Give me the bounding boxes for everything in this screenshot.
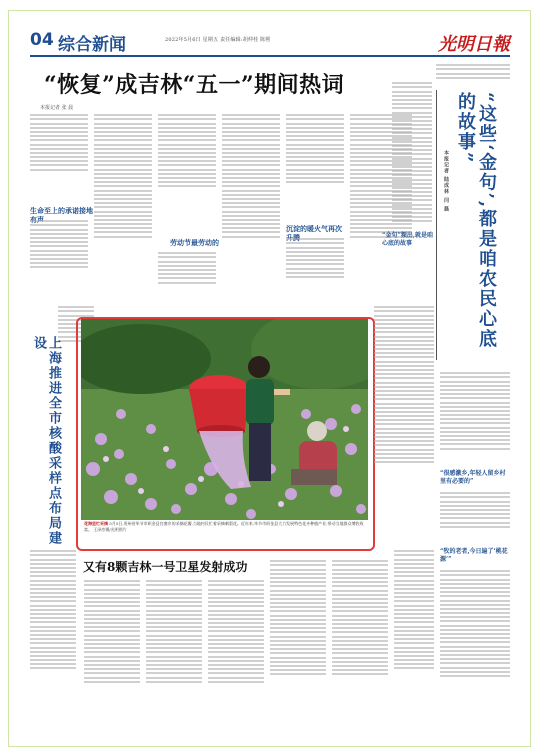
- main-body-col-3: [158, 112, 216, 230]
- right-subhead-1: “金句”频出,就是咱心底的故事: [382, 232, 433, 247]
- right-of-photo-body: [374, 304, 434, 544]
- main-body-col-5b: [286, 236, 344, 302]
- newspaper-logo: 光明日報: [438, 34, 510, 55]
- edition-meta: 2022年5月6日 星期五 责任编辑:胡仲桂 陈熙: [165, 37, 271, 43]
- bottom-body-col-5: [332, 558, 388, 736]
- main-byline: 本报记者 张 晨: [40, 105, 74, 111]
- bottom-body-col-2: [146, 578, 202, 736]
- right-body-1: [392, 80, 432, 296]
- main-body-col-1: [30, 112, 88, 204]
- bottom-body-col-3: [208, 578, 264, 736]
- right-subhead-3: “牧的老者,今日遍了‘桃花源’”: [440, 548, 508, 563]
- bottom-headline: 又有8颗吉林一号卫星发射成功: [83, 560, 248, 574]
- main-body-col-1b: [30, 218, 88, 298]
- main-body-col-3b: [158, 250, 216, 302]
- right-title-rule: [436, 90, 437, 360]
- bottom-body-col-1: [84, 578, 140, 736]
- right-body-5: [394, 548, 434, 736]
- right-story-author: 本报记者 陆成林 闫 磊: [443, 150, 449, 213]
- right-body-3: [440, 490, 510, 550]
- main-body-col-2: [94, 112, 152, 302]
- bottom-body-col-4: [270, 558, 326, 736]
- right-top-body: [436, 62, 510, 86]
- masthead-rule: [30, 55, 510, 57]
- flower-picking-image: [81, 319, 368, 520]
- right-subhead-2: “很感激乡,年轻人留乡村里有必要的”: [440, 470, 506, 485]
- edition-number: 04: [30, 30, 54, 50]
- left-story-title: 上海推进全市核酸采样点布局建设: [31, 336, 61, 546]
- main-subhead-3: 沉淀的暖火气再次: [286, 224, 342, 233]
- photo-caption: [84, 521, 366, 533]
- masthead: [30, 30, 510, 54]
- main-body-col-5: [286, 112, 344, 222]
- main-subhead-2: 劳动节最劳动的: [170, 238, 219, 247]
- left-story-body-1: [30, 548, 76, 734]
- main-subhead-1: 生命至上的承诺接地: [30, 206, 93, 215]
- right-body-4: [440, 568, 510, 736]
- main-headline: “恢复”成吉林“五一”期间热词: [44, 72, 345, 98]
- news-photo: [81, 319, 368, 520]
- right-story-title: “这些‘金句’,都是咱农民心底的故事”: [455, 92, 497, 350]
- edition-name: 综合新闻: [58, 35, 126, 55]
- caption-label: 花海里忙采摘: [84, 521, 108, 526]
- main-body-col-4: [222, 112, 280, 302]
- photo-credit: 王泽彦摄/光明图片: [93, 527, 127, 532]
- caption-text: 5月5日,贵州省毕节市织金县官寨乡的采摘花瓣,当地村民忙着采摘刺梨花。近年来,毕节市织金县大力发展特色花卉种植产业,带动当地群众增收致富。: [84, 521, 364, 532]
